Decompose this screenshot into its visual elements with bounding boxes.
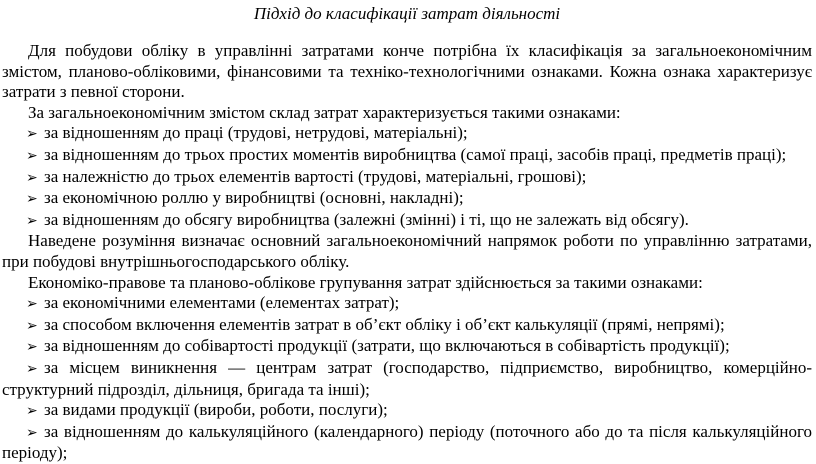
- arrow-bullet-icon: ➢: [26, 317, 38, 334]
- list-item: ➢ за способом включення елементів затрат в об’єкт обліку і об’єкт калькуляції (прямі, непрямі);: [2, 315, 812, 337]
- section1-heading: За загальноекономічним змістом склад затрат характеризується такими ознаками:: [28, 102, 621, 122]
- list-item: ➢ за відношенням до калькуляційного (календарного) періоду (поточного або до та після калькуляційного періоду);: [2, 421, 812, 463]
- arrow-bullet-icon: ➢: [26, 403, 38, 420]
- list-item: ➢ за місцем виникнення — центрам затрат (господарство, підприємство, виробництво, комерційно-структурний підрозділ, дільниця, бригада та інші);: [2, 357, 812, 399]
- list-item: ➢ за економічною роллю у виробництві (основні, накладні);: [2, 188, 812, 210]
- arrow-bullet-icon: ➢: [26, 424, 38, 441]
- arrow-bullet-icon: ➢: [26, 296, 38, 313]
- list-item: ➢ за видами продукції (вироби, роботи, послуги);: [2, 400, 812, 422]
- list-item: ➢ за відношенням до обсягу виробництва (залежні (змінні) і ті, що не залежать від обсягу).: [2, 210, 812, 232]
- intro-paragraph: Для побудови обліку в управлінні затратами конче потрібна їх класифікація за загальноекономічним змістом, планово-обліковими, фінансовими та техніко-технологічними ознаками. Кожна ознака характеризує затрати з певної сторони.: [2, 41, 812, 102]
- summary-paragraph: Наведене розуміння визначає основний загальноекономічний напрямок роботи по управлінню затратами, при побудові внутрішньогосподарського обліку.: [2, 231, 812, 271]
- arrow-bullet-icon: ➢: [26, 191, 38, 208]
- list-item: ➢ за відношенням до трьох простих моментів виробництва (самої праці, засобів праці, предметів праці);: [2, 145, 812, 167]
- arrow-bullet-icon: ➢: [26, 147, 38, 164]
- section2-heading: Економіко-правове та планово-облікове групування затрат здійснюється за такими ознаками:: [28, 272, 703, 292]
- section1-list: [2, 123, 812, 231]
- arrow-bullet-icon: ➢: [26, 360, 38, 377]
- list-item: ➢ за належністю до трьох елементів вартості (трудові, матеріальні, грошові);: [2, 167, 812, 189]
- arrow-bullet-icon: ➢: [26, 212, 38, 229]
- arrow-bullet-icon: ➢: [26, 169, 38, 186]
- document-title: Підхід до класифікації затрат діяльності: [253, 4, 561, 23]
- list-item: ➢ за відношенням до праці (трудові, нетрудові, матеріальні);: [2, 123, 812, 145]
- arrow-bullet-icon: ➢: [26, 126, 38, 143]
- section2-list: [2, 293, 812, 464]
- list-item: ➢ за відношенням до собівартості продукції (затрати, що включаються в собівартість продукції);: [2, 336, 812, 358]
- arrow-bullet-icon: ➢: [26, 339, 38, 356]
- list-item: ➢ за економічними елементами (елементах затрат);: [2, 293, 812, 315]
